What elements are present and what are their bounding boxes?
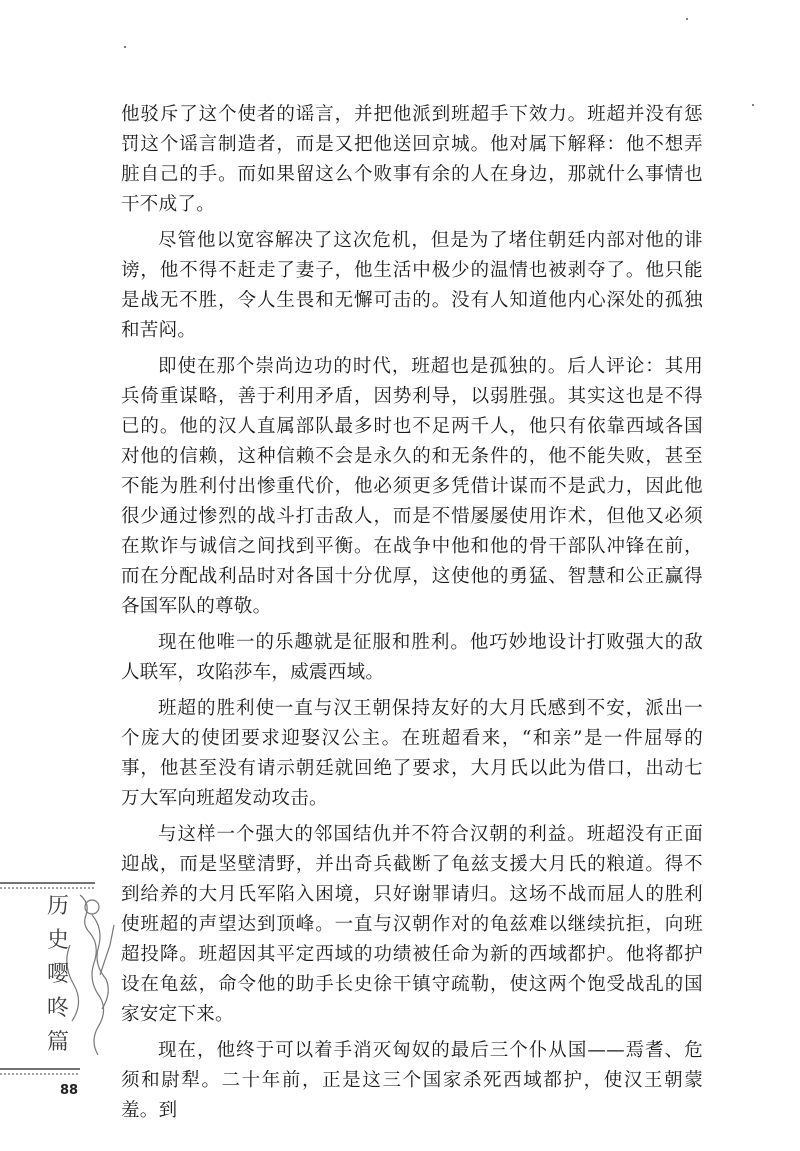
section-title-char: 嘤	[46, 962, 69, 987]
decorative-border-top	[0, 883, 95, 888]
paragraph-7: 现在，他终于可以着手消灭匈奴的最后三个仆从国——焉耆、危须和尉犁。二十年前，正是这三个国家杀死西域都护，使汉王朝蒙羞。到	[121, 1040, 703, 1121]
scan-speck	[686, 18, 688, 20]
paragraph-3: 即使在那个崇尚边功的时代，班超也是孤独的。后人评论：其用兵倚重谋略，善于利用矛盾，因势利导，以弱胜强。其实这也是不得已的。他的汉人直属部队最多时也不足两千人，他只有依靠西域各国对他的信赖，这种信赖不会是永久的和无条件的，他不能失败，甚至不能为胜利付出惨重代价，他必须更多凭借计谋而不是武力，因此他很少通过惨烈的战斗打击敌人，而是不惜屡屡使用诈术，但他又必须在欺诈与诚信之间找到平衡。在战争中他和他的骨干部队冲锋在前，而在分配战利品时对各国十分优厚，这使他的勇猛、智慧和公正赢得各国军队的尊敬。	[121, 356, 703, 617]
section-title-char: 咚	[46, 996, 69, 1021]
scan-speck	[752, 104, 754, 106]
body-text	[121, 100, 703, 1132]
paragraph-1: 他驳斥了这个使者的谣言，并把他派到班超手下效力。班超并没有惩罚这个谣言制造者，而是又把他送回京城。他对属下解释：他不想弄脏自己的手。而如果留这么个败事有余的人在身边，那就什么事情也干不成了。	[121, 104, 703, 215]
paragraph-6: 与这样一个强大的邻国结仇并不符合汉朝的利益。班超没有正面迎战，而是坚壁清野，并出奇兵截断了龟兹支援大月氏的粮道。得不到给养的大月氏军陷入困境，只好谢罪请归。这场不战而屈人的胜利使班超的声望达到顶峰。一直与汉朝作对的龟兹难以继续抗拒，向班超投降。班超因其平定西域的功绩被任命为新的西域都护。他将都护设在龟兹，命令他的助手长史徐干镇守疏勒，使这两个饱受战乱的国家安定下来。	[121, 824, 703, 1025]
paragraph-2: 尽管他以宽容解决了这次危机，但是为了堵住朝廷内部对他的诽谤，他不得不赶走了妻子，他生活中极少的温情也被剥夺了。他只能是战无不胜，令人生畏和无懈可击的。没有人知道他内心深处的孤独和苦闷。	[121, 230, 703, 341]
section-title-char: 篇	[46, 1030, 69, 1055]
paragraph-5: 班超的胜利使一直与汉王朝保持友好的大月氏感到不安，派出一个庞大的使团要求迎娶汉公主。在班超看来，“和亲”是一件屈辱的事，他甚至没有请示朝廷就回绝了要求，大月氏以此为借口，出动七万大军向班超发动攻击。	[121, 698, 703, 809]
paragraph-4: 现在他唯一的乐趣就是征服和胜利。他巧妙地设计打败强大的敌人联军，攻陷莎车，威震西域。	[121, 632, 703, 683]
page-number: 88	[60, 1083, 79, 1098]
section-title-vertical	[38, 890, 78, 1060]
scan-speck	[124, 46, 126, 48]
decorative-border-bottom	[0, 1069, 80, 1074]
section-title-char: 历	[46, 894, 69, 919]
section-title-char: 史	[46, 928, 69, 953]
